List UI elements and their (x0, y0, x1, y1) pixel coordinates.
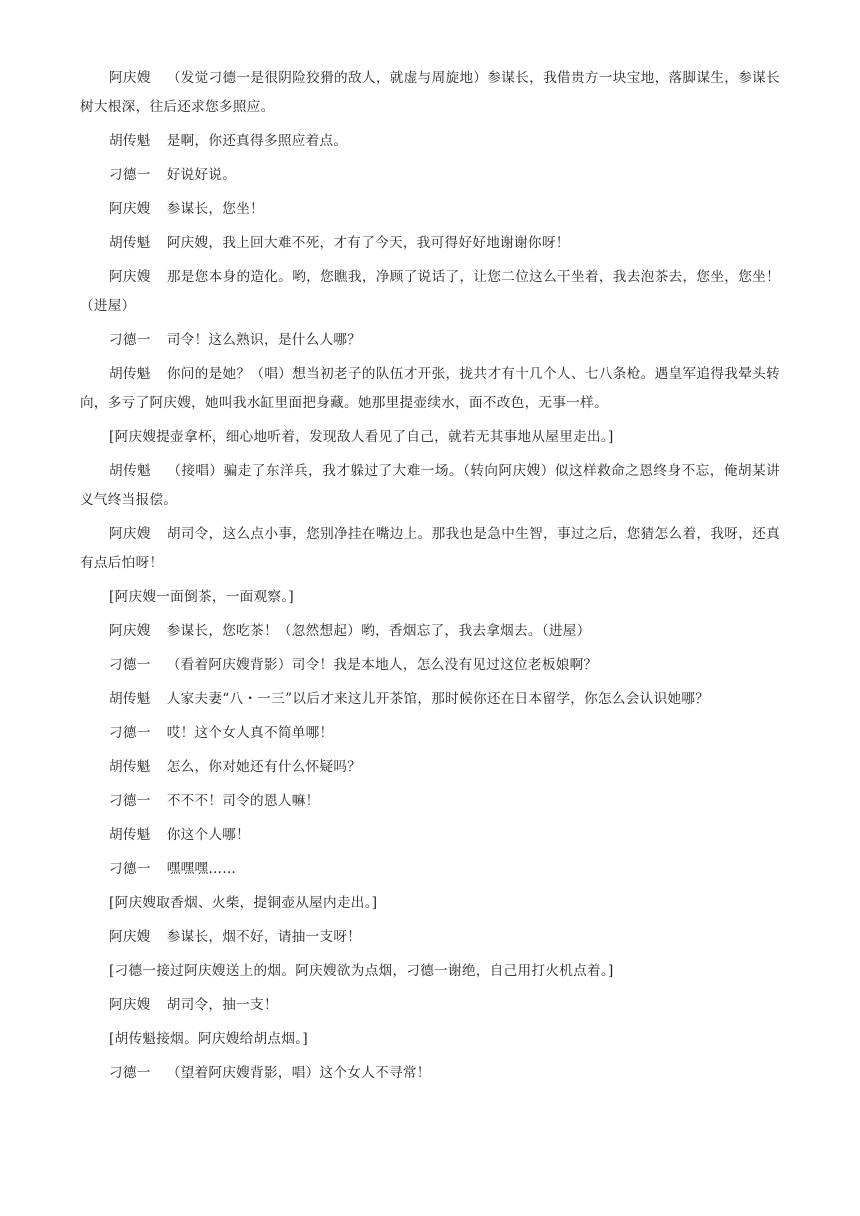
dialogue-line (80, 617, 780, 646)
dialogue-line (80, 821, 780, 850)
speaker-name: 刁德一 (109, 861, 151, 877)
speaker-name: 阿庆嫂 (109, 201, 151, 217)
speaker-name: 刁德一 (109, 793, 151, 809)
dialogue-text: （接唱）骗走了东洋兵，我才躲过了大难一场。（转向阿庆嫂）似这样救命之恩终身不忘，俺胡某讲义气终当报偿。 (80, 463, 780, 508)
speaker-name: 胡传魁 (109, 691, 151, 707)
speaker-name: 胡传魁 (109, 759, 151, 775)
dialogue-text: 胡司令，抽一支！ (166, 997, 278, 1013)
stage-direction-text: [阿庆嫂一面倒茶，一面观察。] (109, 589, 295, 605)
stage-direction-text: [阿庆嫂取香烟、火柴，提铜壶从屋内走出。] (109, 895, 378, 911)
dialogue-text: 好说好说。 (166, 167, 237, 183)
dialogue-line (80, 127, 780, 156)
dialogue-text: 司令！这么熟识，是什么人哪？ (166, 332, 362, 348)
dialogue-text: 嘿嘿嘿…… (166, 861, 237, 877)
dialogue-line (80, 685, 780, 714)
speaker-name: 阿庆嫂 (109, 526, 151, 542)
dialogue-text: 怎么，你对她还有什么怀疑吗？ (166, 759, 362, 775)
dialogue-line (80, 855, 780, 884)
script-body (80, 64, 780, 1093)
dialogue-line (80, 326, 780, 355)
dialogue-text: （看着阿庆嫂背影）司令！我是本地人，怎么没有见过这位老板娘啊？ (166, 657, 598, 673)
dialogue-text: 人家夫妻“八・一三”以后才来这儿开茶馆，那时候你还在日本留学，你怎么会认识她哪？ (166, 691, 710, 707)
dialogue-text: 不不不！司令的恩人嘛！ (166, 793, 320, 809)
dialogue-line (80, 263, 780, 321)
dialogue-text: 阿庆嫂，我上回大难不死，才有了今天，我可得好好地谢谢你呀！ (166, 235, 570, 251)
speaker-name: 胡传魁 (109, 366, 151, 382)
dialogue-line (80, 195, 780, 224)
stage-direction (80, 1025, 780, 1054)
dialogue-line (80, 229, 780, 258)
dialogue-line (80, 719, 780, 748)
dialogue-line (80, 651, 780, 680)
dialogue-text: 参谋长，您坐！ (166, 201, 264, 217)
speaker-name: 胡传魁 (109, 235, 151, 251)
speaker-name: 刁德一 (109, 1065, 151, 1081)
dialogue-line (80, 753, 780, 782)
speaker-name: 胡传魁 (109, 827, 151, 843)
dialogue-text: 胡司令，这么点小事，您别净挂在嘴边上。那我也是急中生智，事过之后，您猜怎么着，我呀，还真有点后怕呀！ (80, 526, 780, 571)
speaker-name: 阿庆嫂 (109, 269, 151, 285)
dialogue-text: 是啊，你还真得多照应着点。 (166, 133, 348, 149)
dialogue-text: （发觉刁德一是很阴险狡猾的敌人，就虚与周旋地）参谋长，我借贵方一块宝地，落脚谋生，参谋长树大根深，往后还求您多照应。 (80, 70, 780, 115)
dialogue-text: 你问的是她？（唱）想当初老子的队伍才开张，拢共才有十几个人、七八条枪。遇皇军追得我晕头转向，多亏了阿庆嫂，她叫我水缸里面把身藏。她那里提壶续水，面不改色，无事一样。 (80, 366, 780, 411)
dialogue-line (80, 520, 780, 578)
dialogue-line (80, 457, 780, 515)
speaker-name: 胡传魁 (109, 133, 151, 149)
stage-direction-text: [胡传魁接烟。阿庆嫂给胡点烟。] (109, 1031, 308, 1047)
dialogue-line (80, 64, 780, 122)
dialogue-line (80, 1059, 780, 1088)
speaker-name: 刁德一 (109, 657, 151, 673)
stage-direction-text: [阿庆嫂提壶拿杯，细心地听着，发现敌人看见了自己，就若无其事地从屋里走出。] (109, 429, 614, 445)
speaker-name: 刁德一 (109, 332, 151, 348)
speaker-name: 胡传魁 (109, 463, 152, 479)
dialogue-line (80, 991, 780, 1020)
dialogue-line (80, 161, 780, 190)
speaker-name: 刁德一 (109, 167, 151, 183)
speaker-name: 阿庆嫂 (109, 929, 151, 945)
speaker-name: 刁德一 (109, 725, 151, 741)
dialogue-text: 你这个人哪！ (166, 827, 251, 843)
stage-direction (80, 889, 780, 918)
stage-direction (80, 583, 780, 612)
dialogue-text: 参谋长，您吃茶！（忽然想起）哟，香烟忘了，我去拿烟去。（进屋） (166, 623, 591, 639)
dialogue-text: 哎！这个女人真不简单哪！ (166, 725, 334, 741)
speaker-name: 阿庆嫂 (109, 70, 151, 86)
stage-direction (80, 957, 780, 986)
dialogue-line (80, 923, 780, 952)
dialogue-text: 那是您本身的造化。哟，您瞧我，净顾了说话了，让您二位这么干坐着，我去泡茶去，您坐，您坐！（进屋） (80, 269, 780, 314)
speaker-name: 阿庆嫂 (109, 623, 151, 639)
dialogue-line (80, 360, 780, 418)
dialogue-line (80, 787, 780, 816)
dialogue-text: （望着阿庆嫂背影，唱）这个女人不寻常！ (166, 1065, 431, 1081)
stage-direction (80, 423, 780, 452)
stage-direction-text: [刁德一接过阿庆嫂送上的烟。阿庆嫂欲为点烟，刁德一谢绝，自己用打火机点着。] (109, 963, 614, 979)
dialogue-text: 参谋长，烟不好，请抽一支呀！ (166, 929, 362, 945)
speaker-name: 阿庆嫂 (109, 997, 151, 1013)
